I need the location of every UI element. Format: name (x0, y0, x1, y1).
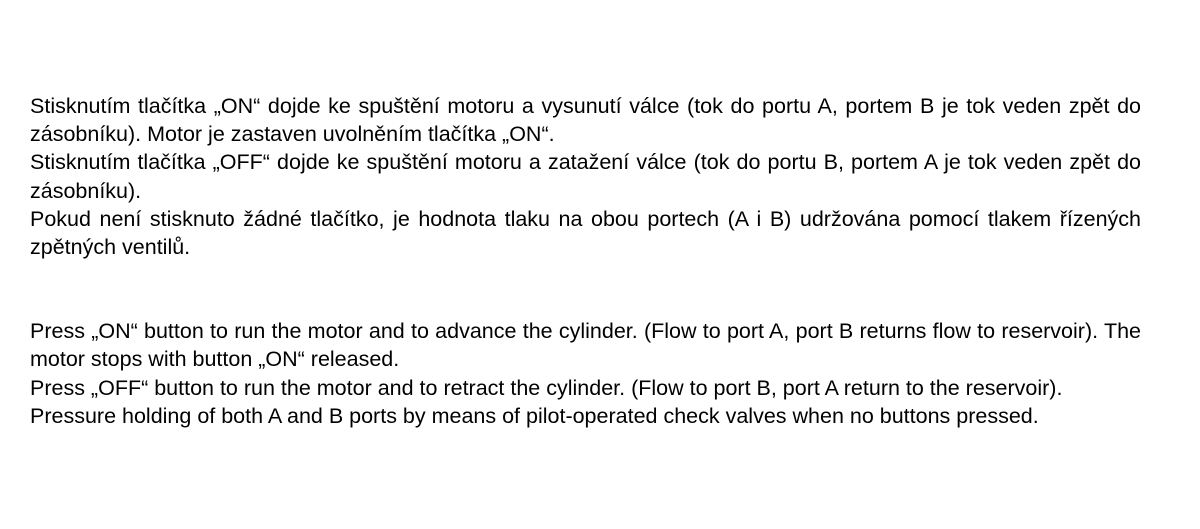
english-on-button-paragraph: Press „ON“ button to run the motor and to advance the cylinder. (Flow to port A, port B returns flow to reservoir). The motor stops with button „ON“ released. (30, 319, 1141, 372)
english-pressure-holding-paragraph: Pressure holding of both A and B ports by means of pilot-operated check valves when no buttons pressed. (30, 403, 1039, 428)
czech-off-button-paragraph: Stisknutím tlačítka „OFF“ dojde ke spuštění motoru a zatažení válce (tok do portu B, portem A je tok veden zpět do zásobníku). (30, 150, 1141, 203)
english-instructions-section (30, 317, 1141, 430)
czech-on-button-paragraph: Stisknutím tlačítka „ON“ dojde ke spuštění motoru a vysunutí válce (tok do portu A, portem B je tok veden zpět do zásobníku). Motor je zastaven uvolněním tlačítka „ON“. (30, 94, 1141, 147)
czech-pressure-holding-paragraph: Pokud není stisknuto žádné tlačítko, je hodnota tlaku na obou portech (A i B) udržována pomocí tlakem řízených zpětných ventilů. (30, 206, 1141, 260)
czech-instructions-section (30, 92, 1141, 261)
english-off-button-paragraph: Press „OFF“ button to run the motor and to retract the cylinder. (Flow to port B, port A return to the reservoir). (30, 375, 1063, 400)
document-body (30, 92, 1141, 430)
